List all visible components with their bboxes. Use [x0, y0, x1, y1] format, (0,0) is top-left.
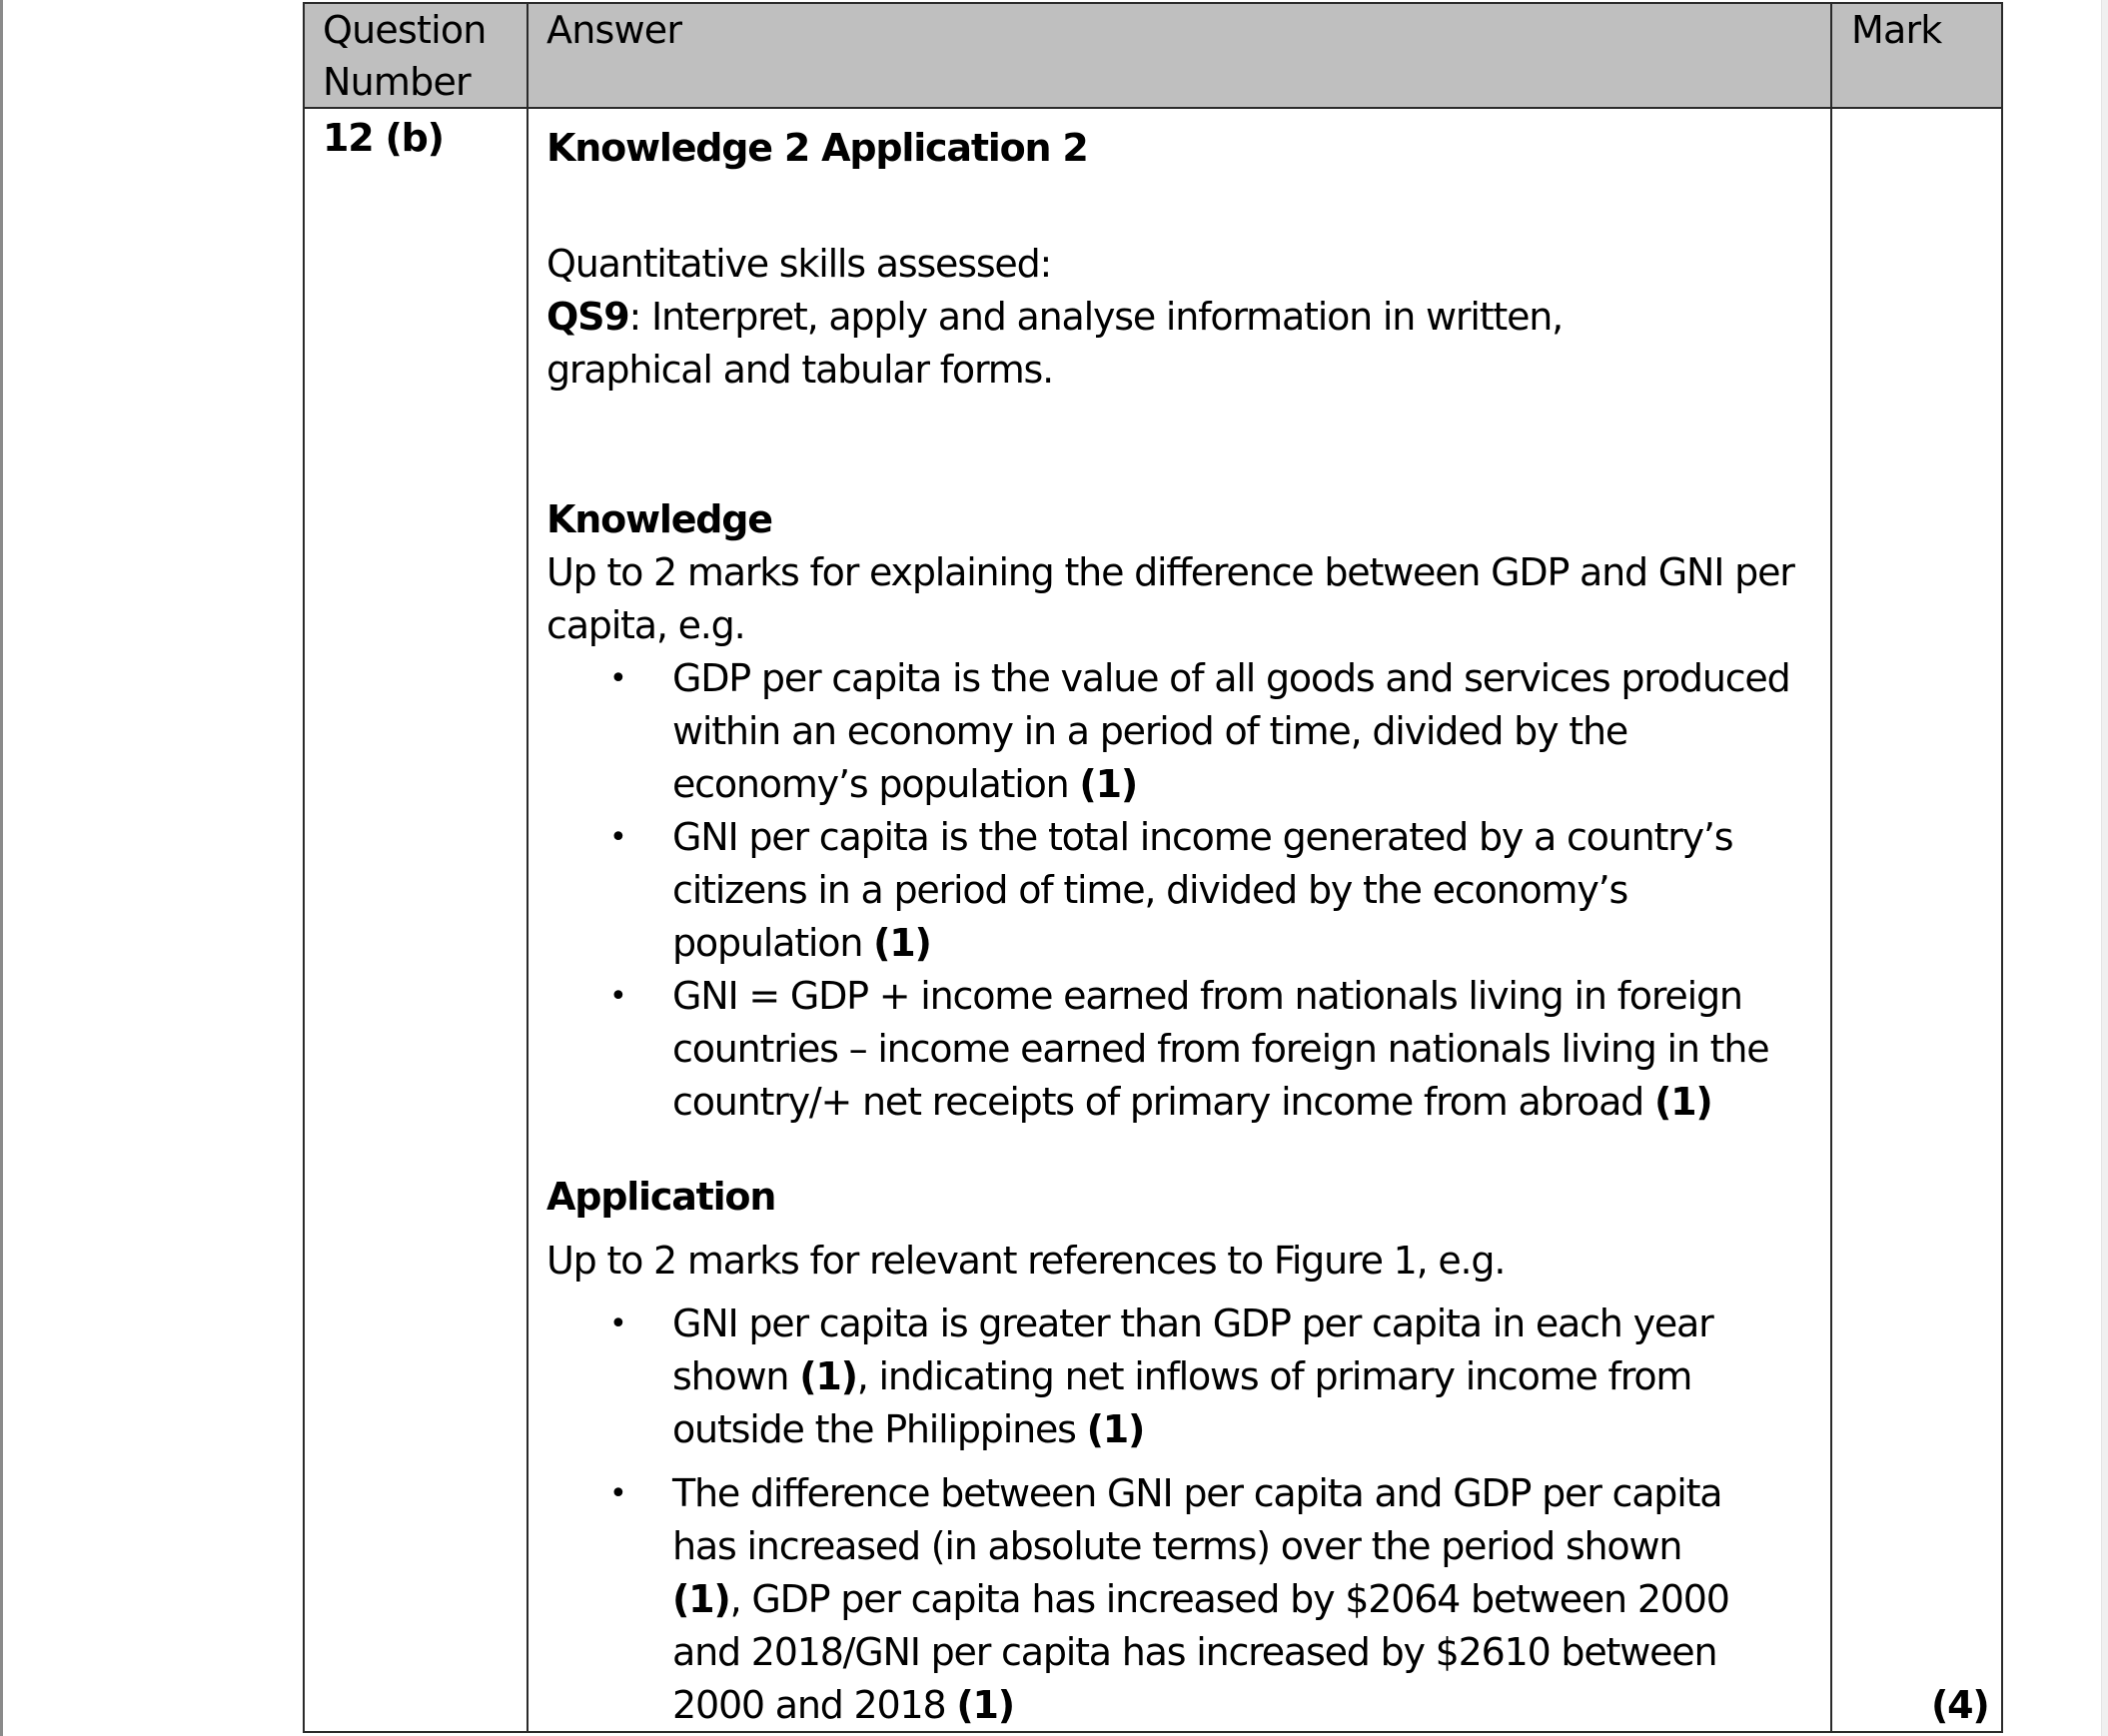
knowledge-bullet-3-line2: countries – income earned from foreign nationals living in the [672, 1027, 1769, 1071]
text: outside the Philippines [672, 1407, 1087, 1451]
application-bullet-1-line1: GNI per capita is greater than GDP per capita in each year [672, 1302, 1713, 1345]
mark-award: (1) [1086, 1407, 1145, 1451]
text: country/+ net receipts of primary income from abroad [672, 1080, 1654, 1124]
qs9-line [546, 291, 1563, 344]
mark-award: (1) [672, 1577, 730, 1621]
text: 2000 and 2018 [672, 1683, 957, 1727]
knowledge-bullet-3-line3 [672, 1076, 1712, 1129]
knowledge-bullet-2-line2: citizens in a period of time, divided by the economy’s [672, 868, 1628, 912]
text: population [672, 921, 874, 965]
page-left-edge [0, 0, 3, 1736]
qs-text: : Interpret, apply and analyse information in written, [628, 295, 1564, 339]
knowledge-heading: Knowledge [546, 497, 772, 541]
mark-total: (4) [1931, 1683, 1989, 1727]
knowledge-bullet-1-line1: GDP per capita is the value of all goods and services produced [672, 656, 1790, 700]
knowledge-bullet-1-line2: within an economy in a period of time, divided by the [672, 709, 1628, 753]
bullet-icon: • [609, 979, 626, 1014]
bullet-icon: • [609, 820, 626, 855]
application-bullet-2-line3 [672, 1573, 1729, 1626]
application-bullet-2-line1: The difference between GNI per capita and GDP per capita [672, 1471, 1722, 1515]
header-mark: Mark [1851, 8, 1942, 52]
application-bullet-1-line2 [672, 1350, 1691, 1403]
qs9-line2: graphical and tabular forms. [546, 348, 1053, 392]
text: economy’s population [672, 762, 1080, 806]
text: , GDP per capita has increased by $2064 between 2000 [729, 1577, 1729, 1621]
answer-title: Knowledge 2 Application 2 [546, 126, 1088, 170]
quant-skills-intro: Quantitative skills assessed: [546, 242, 1052, 286]
knowledge-bullet-2-line1: GNI per capita is the total income generated by a country’s [672, 815, 1733, 859]
header-question-number-line1: Question [323, 8, 487, 52]
qs-code: QS9 [546, 295, 629, 339]
application-bullet-2-line4: and 2018/GNI per capita has increased by $2610 between [672, 1630, 1717, 1674]
knowledge-intro-line2: capita, e.g. [546, 603, 745, 647]
application-bullet-1-line3 [672, 1403, 1144, 1456]
mark-award: (1) [873, 921, 931, 965]
knowledge-bullet-3-line1: GNI = GDP + income earned from nationals living in foreign [672, 974, 1742, 1018]
question-number: 12 (b) [323, 116, 444, 160]
bullet-icon: • [609, 1306, 626, 1341]
knowledge-bullet-1-line3 [672, 758, 1137, 811]
scrollbar-track[interactable] [2101, 0, 2108, 1736]
text: , indicating net inflows of primary income from [856, 1354, 1692, 1398]
application-heading: Application [546, 1175, 776, 1219]
mark-award: (1) [1079, 762, 1137, 806]
bullet-icon: • [609, 661, 626, 696]
column-divider [527, 2, 528, 1733]
column-divider [1830, 2, 1832, 1733]
knowledge-bullet-2-line3 [672, 917, 931, 970]
header-answer: Answer [546, 8, 682, 52]
text: shown [672, 1354, 800, 1398]
knowledge-intro-line1: Up to 2 marks for explaining the difference between GDP and GNI per [546, 550, 1794, 594]
bullet-icon: • [609, 1476, 626, 1511]
application-bullet-2-line2: has increased (in absolute terms) over the period shown [672, 1524, 1682, 1568]
application-intro: Up to 2 marks for relevant references to Figure 1, e.g. [546, 1239, 1506, 1283]
application-bullet-2-line5 [672, 1679, 1014, 1732]
mark-award: (1) [956, 1683, 1014, 1727]
header-question-number-line2: Number [323, 60, 471, 104]
mark-award: (1) [1653, 1080, 1712, 1124]
mark-award: (1) [799, 1354, 857, 1398]
